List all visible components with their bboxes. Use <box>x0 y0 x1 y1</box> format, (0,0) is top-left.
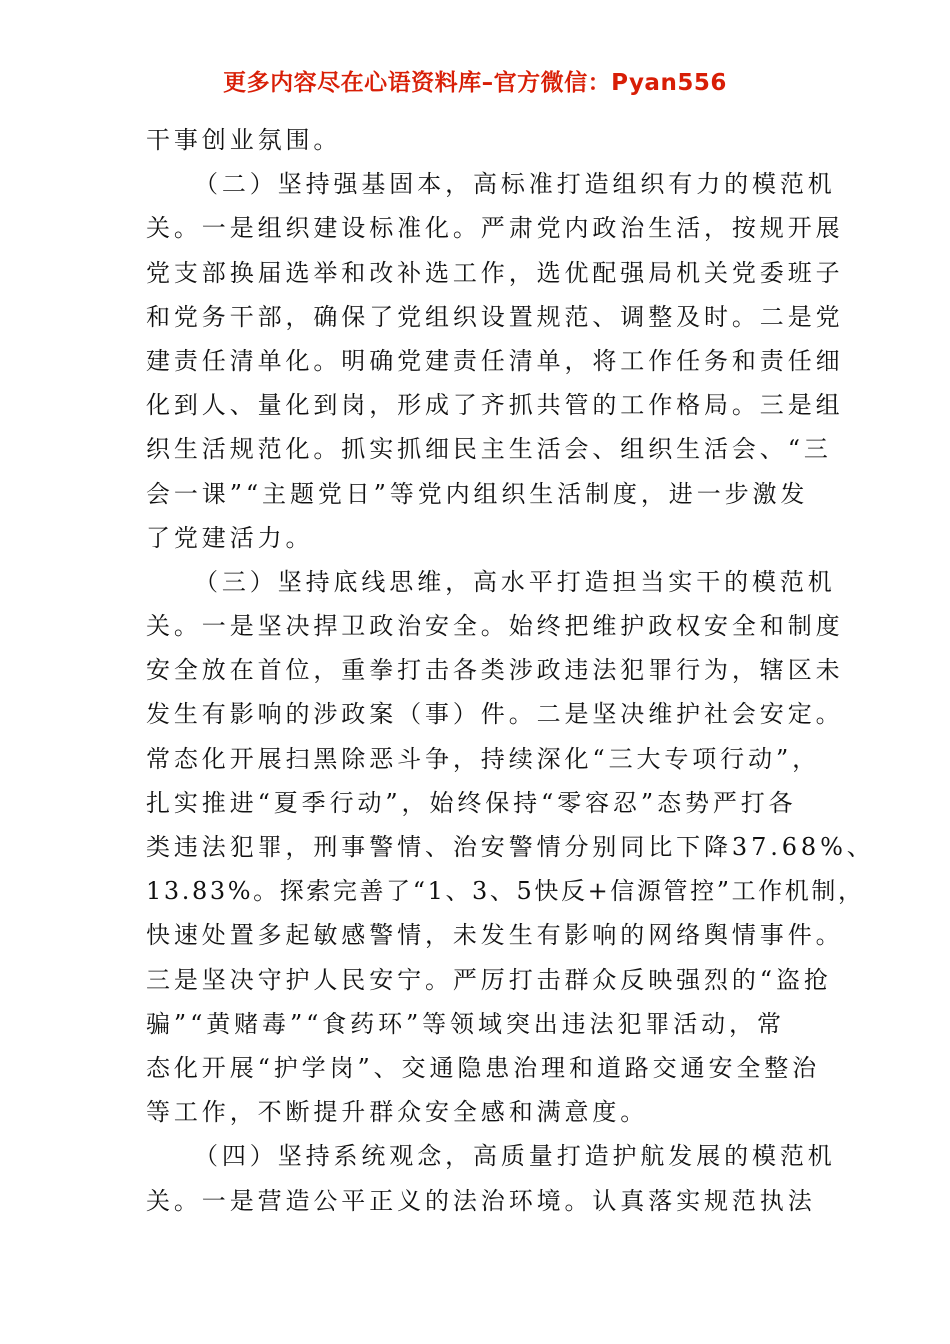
text-line: 骗”“黄赌毒”“食药环”等领域突出违法犯罪活动，常 <box>146 1009 785 1038</box>
text-line: 会一课”“主题党日”等党内组织生活制度，进一步激发 <box>146 479 809 508</box>
text-line: 发生有影响的涉政案（事）件。二是坚决维护社会安定。 <box>146 700 844 729</box>
text-line: 建责任清单化。明确党建责任清单，将工作任务和责任细 <box>146 346 844 375</box>
text-line: 和党务干部，确保了党组织设置规范、调整及时。二是党 <box>146 302 844 331</box>
text-line: 快速处置多起敏感警情，未发生有影响的网络舆情事件。 <box>146 921 844 950</box>
text-line: 了党建活力。 <box>146 523 314 552</box>
text-line: 常态化开展扫黑除恶斗争，持续深化“三大专项行动”， <box>146 744 821 773</box>
text-line: 三是坚决守护人民安宁。严厉打击群众反映强烈的“盗抢 <box>146 965 832 994</box>
text-line: 13.83%。探索完善了“1、3、5快反+信源管控”工作机制， <box>146 877 865 906</box>
text-line: 化到人、量化到岗，形成了齐抓共管的工作格局。三是组 <box>146 391 844 420</box>
text-line: 干事创业氛围。 <box>146 126 342 154</box>
text-line: 扎实推进“夏季行动”，始终保持“零容忍”态势严打各 <box>146 788 797 817</box>
text-line: （三）坚持底线思维，高水平打造担当实干的模范机 <box>194 567 836 596</box>
document-body <box>146 118 875 1223</box>
text-line: 关。一是坚决捍卫政治安全。始终把维护政权安全和制度 <box>146 612 844 641</box>
text-line: 态化开展“护学岗”、交通隐患治理和道路交通安全整治 <box>146 1053 821 1082</box>
text-line: （四）坚持系统观念，高质量打造护航发展的模范机 <box>194 1142 836 1171</box>
text-line: 关。一是组织建设标准化。严肃党内政治生活，按规开展 <box>146 214 844 243</box>
text-line: 织生活规范化。抓实抓细民主生活会、组织生活会、“三 <box>146 435 832 464</box>
text-line: 类违法犯罪，刑事警情、治安警情分别同比下降37.68%、 <box>146 833 875 861</box>
text-line: （二）坚持强基固本，高标准打造组织有力的模范机 <box>194 170 836 199</box>
text-line: 关。一是营造公平正义的法治环境。认真落实规范执法 <box>146 1186 816 1215</box>
text-line: 党支部换届选举和改补选工作，选优配强局机关党委班子 <box>146 258 844 287</box>
text-line: 等工作，不断提升群众安全感和满意度。 <box>146 1098 649 1127</box>
text-line: 安全放在首位，重拳打击各类涉政违法犯罪行为，辖区未 <box>146 656 844 685</box>
watermark-header: 更多内容尽在心语资料库–官方微信：Pyan556 <box>223 70 727 96</box>
